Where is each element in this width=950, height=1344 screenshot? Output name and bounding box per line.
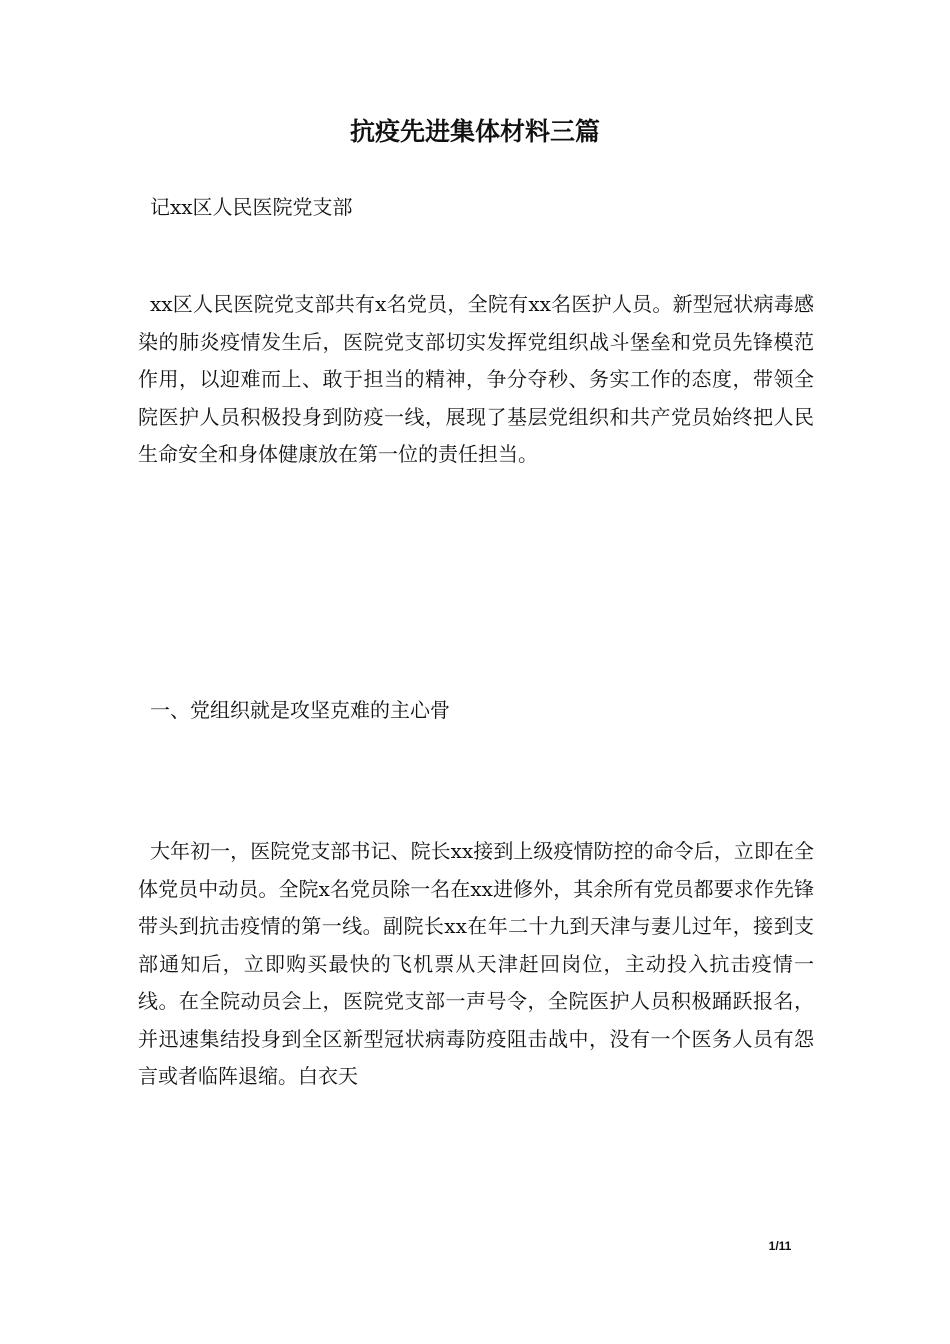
body-paragraph: 大年初一，医院党支部书记、院长xx接到上级疫情防控的命令后，立即在全体党员中动员。全院x名党员除一名在xx进修外，其余所有党员都要求作先锋带头到抗击疫情的第一线。副院长xx在年二十九到天津与妻儿过年，接到支部通知后，立即购买最快的飞机票从天津赶回岗位，主动投入抗击疫情一线。在全院动员会上，医院党支部一声号令，全院医护人员积极踊跃报名，并迅速集结投身到全区新型冠状病毒防疫阻击战中，没有一个医务人员有怨言或者临阵退缩。白衣天 [138,839,814,1088]
section-heading: 一、党组织就是攻坚克难的主心骨 [150,698,450,722]
document-title: 抗疫先进集体材料三篇 [349,117,600,146]
page-number: 1/11 [768,1239,792,1253]
intro-paragraph: xx区人民医院党支部共有x名党员，全院有xx名医护人员。新型冠状病毒感染的肺炎疫情发生后，医院党支部切实发挥党组织战斗堡垒和党员先锋模范作用，以迎难而上、敢于担当的精神，争分夺秒、务实工作的态度，带领全院医护人员积极投身到防疫一线，展现了基层党组织和共产党员始终把人民生命安全和身体健康放在第一位的责任担当。 [138,292,814,466]
byline: 记xx区人民医院党支部 [150,195,353,219]
